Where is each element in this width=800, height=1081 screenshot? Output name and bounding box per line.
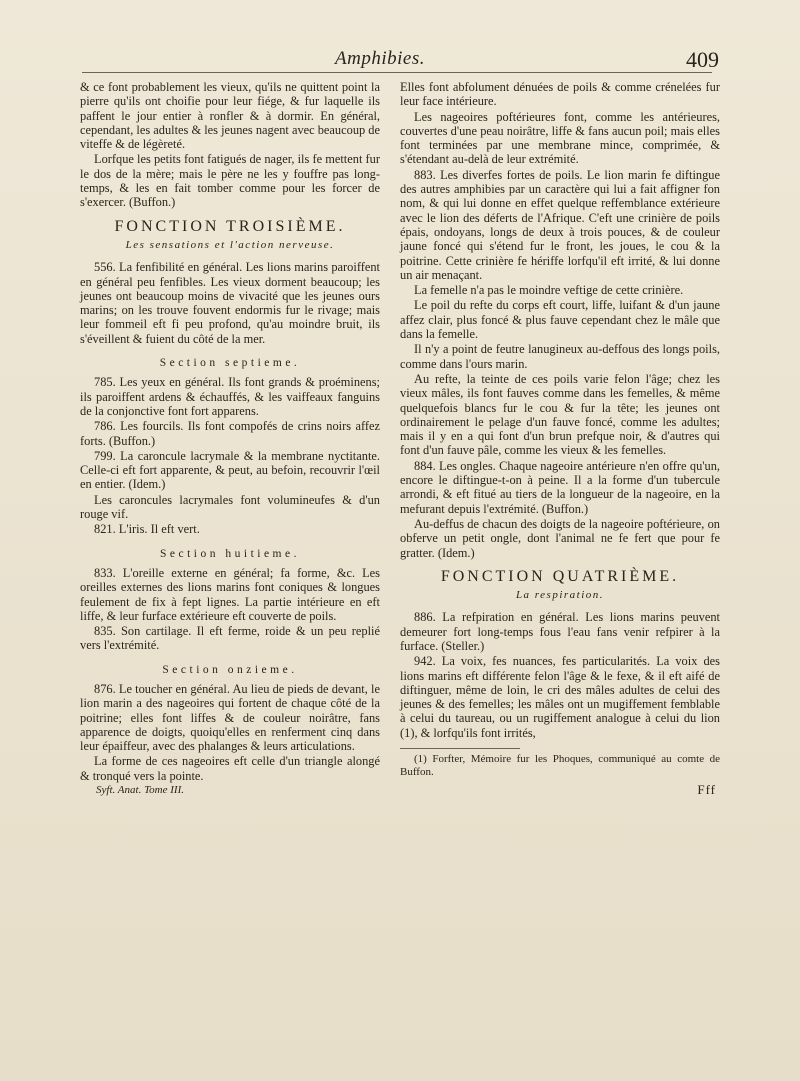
page-header bbox=[0, 38, 800, 78]
section-heading: FONCTION QUATRIÈME. bbox=[440, 567, 680, 585]
paragraph: Le poil du refte du corps eft court, liffe, luifant & d'un jaune affez clair, plus foncé & plus fauve cependant chez le mâle que dans la femelle. bbox=[400, 298, 720, 342]
paragraph: Elles font abfolument dénuées de poils & comme crénelées fur leur face intérieure. bbox=[400, 80, 720, 109]
footnote-rule bbox=[400, 748, 520, 749]
subsection-heading: La respiration. bbox=[515, 589, 605, 602]
paragraph: 821. L'iris. Il eft vert. bbox=[94, 522, 200, 537]
paragraph: Lorfque les petits font fatigués de nager, ils fe mettent fur le dos de la mère; mais le père ne les y fouffre pas long-temps, & les en fait tomber comme pour les forcer de s'exercer. (Buffon.) bbox=[80, 152, 380, 210]
left-column bbox=[80, 80, 380, 797]
paragraph: 785. Les yeux en général. Ils font grands & proéminens; ils paroiffent ardens & échauffés, & les vaiffeaux fanguins de la conjonctive font fort apparens. bbox=[80, 375, 380, 418]
header-rule bbox=[82, 72, 712, 73]
page-number: 409 bbox=[686, 47, 719, 72]
paragraph: Les caroncules lacrymales font volumineufes & d'un rouge vif. bbox=[80, 492, 380, 522]
paragraph: 556. La fenfibilité en général. Les lions marins paroiffent en général peu fenfibles. Les vieux dorment beaucoup; les jeunes ont beaucoup moins de vivacité que les jeunes ours marins; on les trouve fouvent endormis fur le rivage; mais leur fommeil eft fi peu profond, qu'au moindre bruit, ils s'éveillent & fuient du côté de la mer. bbox=[80, 260, 380, 346]
paragraph: La femelle n'a pas le moindre veftige de cette crinière. bbox=[414, 283, 684, 298]
section-heading: Section huitieme. bbox=[160, 547, 300, 560]
paragraph: 942. La voix, fes nuances, fes particularités. La voix des lions marins eft différente felon l'âge & le fexe, & il eft aifé de diftinguer, même de loin, le cri des mâles adultes de celui des jeunes & des femelles; les mâles ont un mugiffement femblable à celui du taureau, ou un rugiffement analogue à celui du lion (1), & lorfqu'ils font irrités, bbox=[400, 654, 720, 740]
paragraph: 883. Les diverfes fortes de poils. Le lion marin fe diftingue des autres amphibies par un caractère qui lui a fait affigner fon nom, & qui lui donne en effet quelque reffemblance extérieure avec le lion des déferts de l'Afrique. C'eft une crinière de poils épais, ondoyans, longs de deux à trois pouces, & de couleur jaune foncé qui s'étend fur le front, les joues, le cou & la poitrine. Cette crinière fe hériffe lorfqu'il eft irrité, & lui donne un air menaçant. bbox=[400, 167, 720, 282]
paragraph: Les nageoires poftérieures font, comme les antérieures, couvertes d'une peau noirâtre, liffe & fans aucun poil; mais elles font terminées par une membrane mince, comprimée, & s'étendant au-delà de leur extrémité. bbox=[400, 109, 720, 167]
paragraph: La forme de ces nageoires eft celle d'un triangle alongé & tronqué vers la pointe. bbox=[80, 754, 380, 783]
paragraph: & ce font probablement les vieux, qu'ils ne quittent point la pierre qu'ils ont choifie pour leur fiége, & fur laquelle ils paffent le jour entier à ronfler & à dormir. En général, cependant, les adultes & les jeunes nagent avec beaucoup de viteffe & de légèreté. bbox=[80, 80, 381, 152]
paragraph: 833. L'oreille externe en général; fa forme, &c. Les oreilles externes des lions marins font coniques & longues feulement de fix à fept lignes. La partie intérieure en eft liffe, & leur furface extérieure eft couverte de poils. bbox=[80, 565, 380, 623]
footnote: (1) Forfter, Mémoire fur les Phoques, communiqué au comte de Buffon. bbox=[400, 753, 720, 779]
signature-mark: Syft. Anat. Tome III. bbox=[96, 784, 184, 797]
right-column bbox=[400, 80, 720, 797]
section-heading: Section septieme. bbox=[159, 357, 301, 370]
paragraph: 799. La caroncule lacrymale & la membrane nyctitante. Celle-ci eft fort apparente, & peut, au befoin, recouvrir l'œil en entier. (Idem.) bbox=[80, 448, 380, 492]
paragraph: 884. Les ongles. Chaque nageoire antérieure n'en offre qu'un, encore le diftingue-t-on à peine. Il a la forme d'un tubercule arrondi, & eft fitué au tiers de la longueur de la nageoire, en la mefurant depuis l'extrémité. (Buffon.) bbox=[400, 458, 720, 516]
section-heading: FONCTION TROISIÈME. bbox=[114, 217, 346, 235]
paragraph: Au refte, la teinte de ces poils varie felon l'âge; chez les vieux mâles, ils font fauves comme dans les femelles, & même quelquefois blancs fur le cou & fur la tête; les jeunes ont ordinairement le pelage d'un fauve foncé, comme les adultes; mais il y en a qui font d'un brun prefque noir, & d'autres qui font d'un fauve pâle, comme les vieux & les femelles. bbox=[400, 371, 720, 458]
catchword: Fff bbox=[697, 782, 716, 798]
section-heading: Section onzieme. bbox=[162, 663, 298, 676]
paragraph: 835. Son cartilage. Il eft ferme, roide & un peu replié vers l'extrémité. bbox=[80, 624, 380, 653]
running-title: Amphibies. bbox=[335, 48, 425, 69]
paragraph: 786. Les fourcils. Ils font compofés de crins noirs affez forts. (Buffon.) bbox=[80, 419, 380, 448]
subsection-heading: Les sensations et l'action nerveuse. bbox=[125, 238, 335, 251]
paragraph: 876. Le toucher en général. Au lieu de pieds de devant, le lion marin a des nageoires qui fortent de chaque côté de la poitrine; elles font liffes & de couleur noirâtre, fans apparence de doigts, quoiqu'elles en renferment cinq dans leur épaiffeur, avec des phalanges & leurs articulations. bbox=[80, 681, 380, 754]
paragraph: Au-deffus de chacun des doigts de la nageoire poftérieure, on obferve un petit ongle, dont l'animal ne fe fert que pour fe gratter. (Idem.) bbox=[400, 516, 720, 560]
paragraph: Il n'y a point de feutre lanugineux au-deffous des longs poils, comme dans l'ours marin. bbox=[400, 342, 720, 371]
paragraph: 886. La refpiration en général. Les lions marins peuvent demeurer fort long-temps fous l'eau fans venir refpirer à la furface. (Steller.) bbox=[400, 610, 720, 653]
